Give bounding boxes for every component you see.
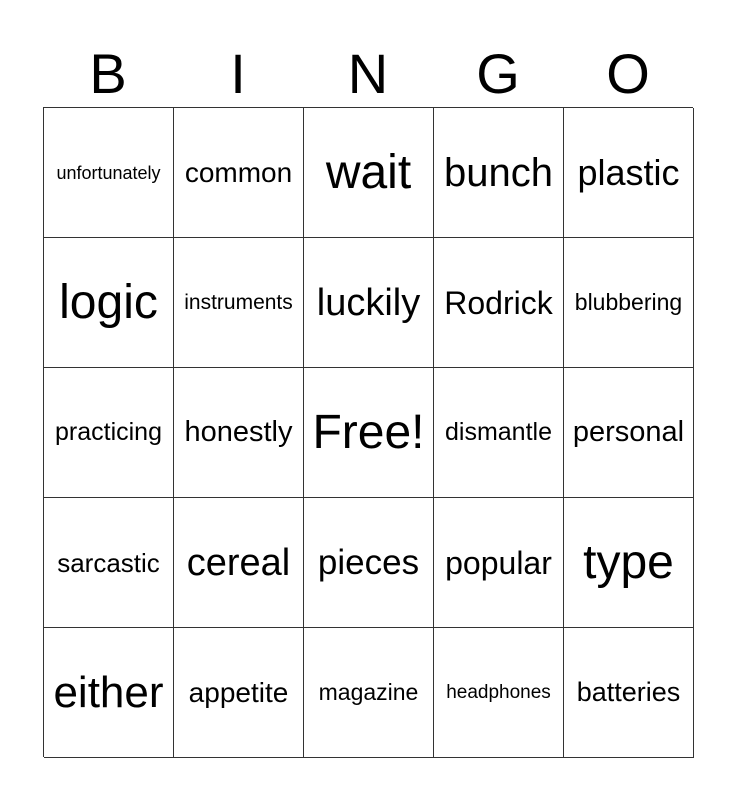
bingo-cell-r4-c5[interactable]: type bbox=[564, 498, 694, 628]
bingo-cell-r3-c4[interactable]: dismantle bbox=[434, 368, 564, 498]
bingo-cell-r5-c1[interactable]: either bbox=[44, 628, 174, 758]
bingo-cell-r4-c4[interactable]: popular bbox=[434, 498, 564, 628]
bingo-cell-r5-c5[interactable]: batteries bbox=[564, 628, 694, 758]
bingo-cell-r2-c4[interactable]: Rodrick bbox=[434, 238, 564, 368]
bingo-cell-r2-c2[interactable]: instruments bbox=[174, 238, 304, 368]
bingo-cell-r2-c1[interactable]: logic bbox=[44, 238, 174, 368]
bingo-cell-r5-c4[interactable]: headphones bbox=[434, 628, 564, 758]
header-letter-i: I bbox=[230, 42, 246, 105]
header-letter-n: N bbox=[347, 42, 389, 105]
free-space-cell[interactable]: Free! bbox=[304, 368, 434, 498]
bingo-header bbox=[43, 40, 693, 108]
bingo-cell-r1-c5[interactable]: plastic bbox=[564, 108, 694, 238]
bingo-cell-r2-c5[interactable]: blubbering bbox=[564, 238, 694, 368]
bingo-cell-r3-c5[interactable]: personal bbox=[564, 368, 694, 498]
header-letter-g: G bbox=[476, 42, 520, 105]
header-letter-o: O bbox=[606, 42, 650, 105]
bingo-cell-r4-c3[interactable]: pieces bbox=[304, 498, 434, 628]
bingo-cell-r1-c3[interactable]: wait bbox=[304, 108, 434, 238]
bingo-cell-r4-c1[interactable]: sarcastic bbox=[44, 498, 174, 628]
bingo-board bbox=[43, 107, 693, 757]
bingo-cell-r3-c2[interactable]: honestly bbox=[174, 368, 304, 498]
bingo-cell-r3-c1[interactable]: practicing bbox=[44, 368, 174, 498]
bingo-cell-r4-c2[interactable]: cereal bbox=[174, 498, 304, 628]
bingo-cell-r5-c3[interactable]: magazine bbox=[304, 628, 434, 758]
bingo-cell-r5-c2[interactable]: appetite bbox=[174, 628, 304, 758]
bingo-cell-r1-c2[interactable]: common bbox=[174, 108, 304, 238]
bingo-cell-r1-c4[interactable]: bunch bbox=[434, 108, 564, 238]
bingo-cell-r2-c3[interactable]: luckily bbox=[304, 238, 434, 368]
bingo-cell-r1-c1[interactable]: unfortunately bbox=[44, 108, 174, 238]
header-letter-b: B bbox=[89, 42, 127, 105]
